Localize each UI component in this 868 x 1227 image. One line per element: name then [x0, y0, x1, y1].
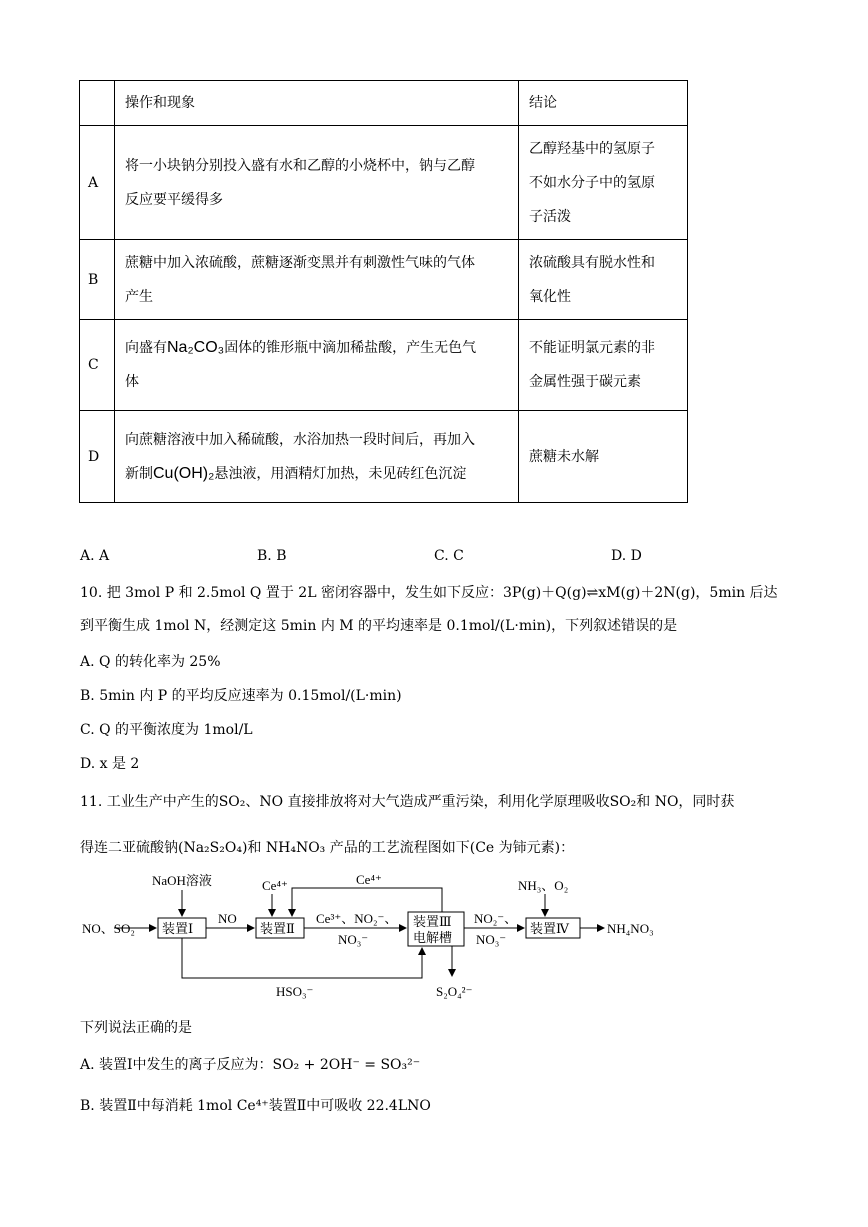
- arrow-hso3: [182, 938, 422, 978]
- operation-cell: [115, 126, 519, 240]
- ce4-return-label: Ce⁴⁺: [356, 872, 382, 887]
- conclusion-line: 不如水分子中的氢原: [529, 174, 655, 191]
- device-2-label: 装置Ⅱ: [260, 921, 295, 936]
- conclusion-cell: [519, 126, 688, 240]
- header-cell-conclusion: 结论: [519, 81, 688, 126]
- q10-option-b[interactable]: B. 5min 内 P 的平均反应速率为 0.15mol/(L·min): [80, 688, 402, 704]
- q11-prompt: 下列说法正确的是: [80, 1020, 192, 1036]
- conclusion-cell: [519, 411, 688, 503]
- table-row: [80, 240, 688, 320]
- conclusion-cell: [519, 240, 688, 320]
- conclusion-line: 子活泼: [529, 208, 571, 225]
- q10-option-d[interactable]: D. x 是 2: [80, 756, 140, 772]
- operation-text: 固体的锥形瓶中滴加稀盐酸，产生无色气: [224, 340, 477, 356]
- option-d[interactable]: D. D: [611, 548, 642, 564]
- operation-line: 将一小块钠分别投入盛有水和乙醇的小烧杯中，钠与乙醇: [125, 157, 475, 174]
- device-3-sublabel: 电解槽: [413, 930, 453, 945]
- q11-stem-line2: 得连二亚硫酸钠(Na₂S₂O₄)和 NH₄NO₃ 产品的工艺流程图如下(Ce 为铈元素)：: [80, 840, 575, 856]
- conclusion-line: 不能证明氯元素的非: [529, 340, 655, 356]
- hso3-label: HSO₃⁻: [276, 984, 314, 999]
- operation-cell: [115, 240, 519, 320]
- no3-label-b: NO₃⁻: [476, 932, 507, 947]
- q10-stem-line1: 10. 把 3mol P 和 2.5mol Q 置于 2L 密闭容器中，发生如下反应：3P(g)＋Q(g)⇌xM(g)＋2N(g)，5min 后达: [80, 585, 778, 601]
- option-b[interactable]: B. B: [257, 548, 287, 564]
- conclusion-line: 蔗糖未水解: [529, 448, 599, 465]
- row-label: A: [80, 126, 115, 240]
- option-c[interactable]: C. C: [434, 548, 464, 564]
- operation-text: 新制: [125, 465, 153, 482]
- flow-input-label: NO、SO₂: [82, 921, 135, 936]
- table-row: [80, 320, 688, 411]
- operation-line: 体: [125, 374, 139, 390]
- no-label: NO: [218, 911, 237, 926]
- operation-line: [125, 457, 508, 491]
- q11-stem-line1: 11. 工业生产中产生的SO₂、NO 直接排放将对大气造成严重污染，利用化学原理吸收SO₂和 NO，同时获: [80, 794, 735, 810]
- product-label: NH₄NO₃: [607, 921, 654, 936]
- row-label: D: [80, 411, 115, 503]
- q10-option-a[interactable]: A. Q 的转化率为 25%: [80, 654, 221, 670]
- chemical-formula: Na₂CO₃: [167, 339, 225, 356]
- conclusion-cell: [519, 320, 688, 411]
- q10-stem-line2: 到平衡生成 1mol N，经测定这 5min 内 M 的平均速率是 0.1mol/(L·min)，下列叙述错误的是: [80, 618, 678, 634]
- operation-cell: [115, 411, 519, 503]
- operation-line: 产生: [125, 288, 153, 305]
- nh3-o2-label: NH₃、O₂: [518, 878, 569, 893]
- row-label: C: [80, 320, 115, 411]
- operation-line: 反应要平缓得多: [125, 191, 223, 208]
- experiment-table: [79, 80, 688, 503]
- ce4-in-label: Ce⁴⁺: [262, 878, 288, 893]
- chemical-formula: Cu(OH)₂: [153, 464, 215, 482]
- operation-line: 向蔗糖溶液中加入稀硫酸，水浴加热一段时间后，再加入: [125, 431, 475, 448]
- device-4-label: 装置Ⅳ: [530, 921, 569, 936]
- s2o4-label: S₂O₄²⁻: [436, 984, 473, 999]
- operation-cell: [115, 320, 519, 411]
- table-row: [80, 411, 688, 503]
- conclusion-line: 金属性强于碳元素: [529, 374, 641, 390]
- device-3-label: 装置Ⅲ: [413, 914, 452, 929]
- device-1-label: 装置Ⅰ: [162, 921, 194, 936]
- naoh-label: NaOH溶液: [152, 873, 212, 888]
- table-header-row: [80, 81, 688, 126]
- q11-option-a[interactable]: A. 装置Ⅰ中发生的离子反应为：SO₂ + 2OH⁻ = SO₃²⁻: [80, 1057, 421, 1073]
- table-row: [80, 126, 688, 240]
- operation-line: 蔗糖中加入浓硫酸，蔗糖逐渐变黑并有刺激性气味的气体: [125, 254, 475, 271]
- row-label: B: [80, 240, 115, 320]
- no3-label-a: NO₃⁻: [338, 932, 369, 947]
- conclusion-line: 氧化性: [529, 288, 571, 305]
- header-cell-label: [80, 81, 115, 126]
- q11-option-b[interactable]: B. 装置Ⅱ中每消耗 1mol Ce⁴⁺装置Ⅱ中可吸收 22.4LNO: [80, 1098, 431, 1114]
- option-a[interactable]: A. A: [80, 548, 110, 564]
- no2-label-b: NO₂⁻、: [474, 911, 518, 926]
- operation-text: 悬浊液，用酒精灯加热，未见砖红色沉淀: [214, 465, 467, 482]
- header-cell-operation: 操作和现象: [115, 81, 519, 126]
- ce3-no2-label: Ce³⁺、NO₂⁻、: [316, 911, 398, 926]
- q10-option-c[interactable]: C. Q 的平衡浓度为 1mol/L: [80, 722, 253, 738]
- process-flow-diagram: [70, 868, 670, 1008]
- conclusion-line: 乙醇羟基中的氢原子: [529, 140, 655, 157]
- conclusion-line: 浓硫酸具有脱水性和: [529, 254, 655, 271]
- operation-line: [125, 331, 508, 365]
- operation-text: 向盛有: [125, 340, 167, 356]
